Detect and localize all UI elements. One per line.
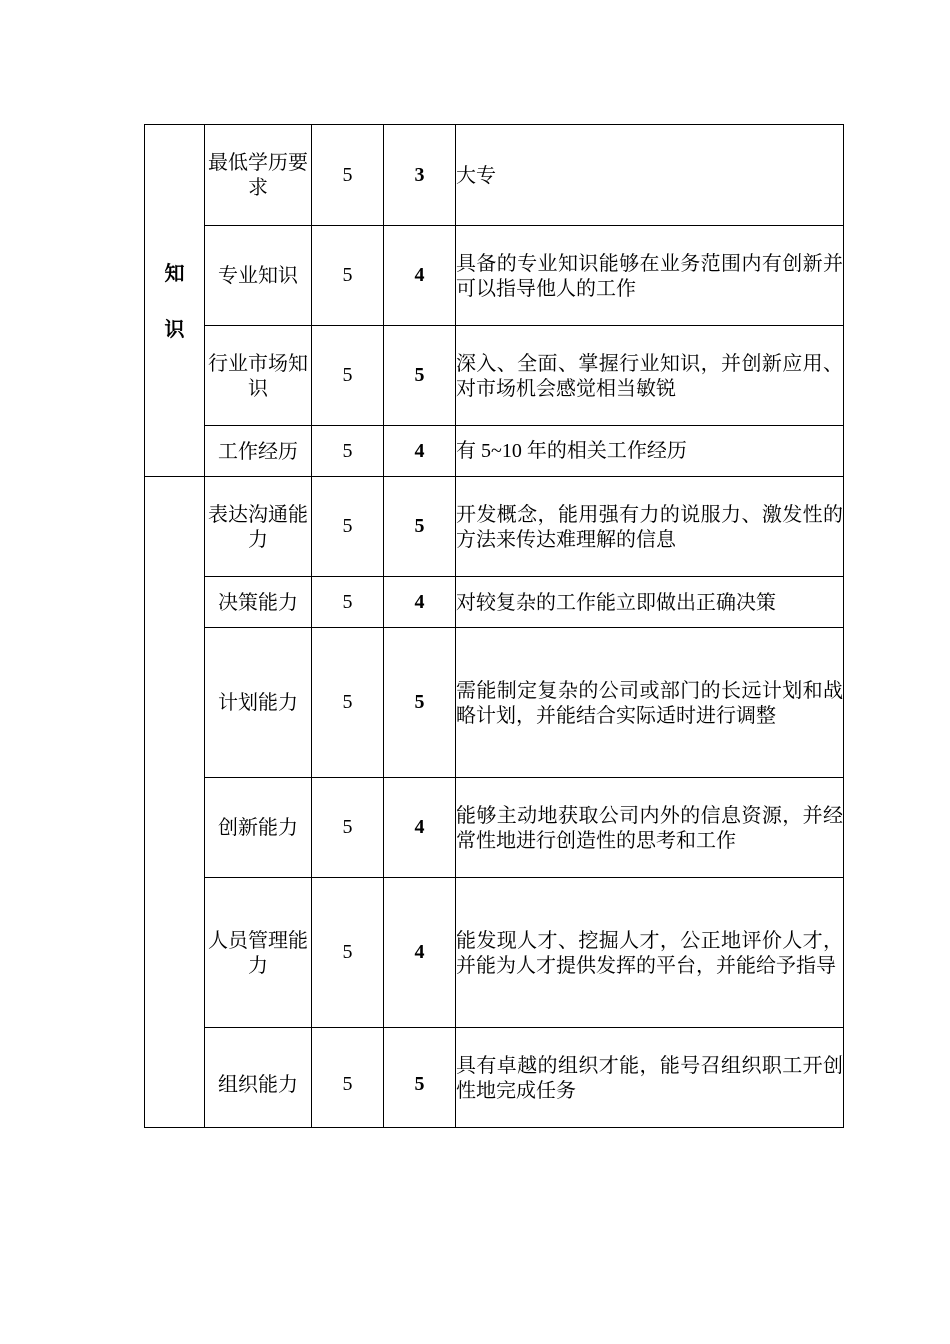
table-row	[145, 1028, 844, 1128]
item-name: 计划能力	[205, 628, 312, 778]
max-score: 5	[312, 226, 384, 326]
item-name	[205, 1028, 312, 1128]
max-score: 5	[312, 778, 384, 878]
requirements-table	[144, 124, 844, 1128]
item-name: 专业知识	[205, 226, 312, 326]
score	[384, 1028, 456, 1128]
table-row	[145, 125, 844, 226]
max-score: 5	[312, 426, 384, 477]
table-row	[145, 778, 844, 878]
max-score: 5	[312, 577, 384, 628]
description: 有 5~10 年的相关工作经历	[456, 426, 844, 477]
item-name: 决策能力	[205, 577, 312, 628]
score: 3	[384, 125, 456, 226]
score: 4	[384, 226, 456, 326]
max-score: 5	[312, 125, 384, 226]
table-row	[145, 878, 844, 1028]
item-name: 行业市场知识	[205, 326, 312, 426]
category-cell-empty	[145, 477, 205, 1128]
score: 4	[384, 778, 456, 878]
table-row	[145, 326, 844, 426]
table-row	[145, 426, 844, 477]
description: 开发概念，能用强有力的说服力、激发性的方法来传达难理解的信息	[456, 477, 844, 577]
item-name: 创新能力	[205, 778, 312, 878]
description: 能够主动地获取公司内外的信息资源，并经常性地进行创造性的思考和工作	[456, 778, 844, 878]
description: 大专	[456, 125, 844, 226]
item-name: 人员管理能力	[205, 878, 312, 1028]
score: 4	[384, 577, 456, 628]
table-row	[145, 577, 844, 628]
max-score-text: 5	[342, 1073, 353, 1095]
category-char: 知	[164, 260, 185, 285]
max-score	[312, 1028, 384, 1128]
score: 4	[384, 426, 456, 477]
item-name: 最低学历要求	[205, 125, 312, 226]
score: 4	[384, 878, 456, 1028]
category-char: 识	[164, 316, 185, 341]
item-name-text: 组织能力	[218, 1072, 298, 1096]
category-cell-knowledge	[145, 125, 205, 477]
description: 深入、全面、掌握行业知识，并创新应用、对市场机会感觉相当敏锐	[456, 326, 844, 426]
item-name: 表达沟通能力	[205, 477, 312, 577]
description: 具有卓越的组织才能，能号召组织职工开创性地完成任务	[456, 1028, 844, 1128]
table-row	[145, 477, 844, 577]
score: 5	[384, 477, 456, 577]
item-name: 工作经历	[205, 426, 312, 477]
description: 能发现人才、挖掘人才，公正地评价人才，并能为人才提供发挥的平台，并能给予指导	[456, 878, 844, 1028]
score: 5	[384, 326, 456, 426]
max-score: 5	[312, 878, 384, 1028]
table-row	[145, 226, 844, 326]
score-text: 5	[414, 1073, 425, 1095]
description: 需能制定复杂的公司或部门的长远计划和战略计划，并能结合实际适时进行调整	[456, 628, 844, 778]
description: 对较复杂的工作能立即做出正确决策	[456, 577, 844, 628]
table-row	[145, 628, 844, 778]
score: 5	[384, 628, 456, 778]
max-score: 5	[312, 326, 384, 426]
max-score: 5	[312, 477, 384, 577]
description: 具备的专业知识能够在业务范围内有创新并可以指导他人的工作	[456, 226, 844, 326]
max-score: 5	[312, 628, 384, 778]
